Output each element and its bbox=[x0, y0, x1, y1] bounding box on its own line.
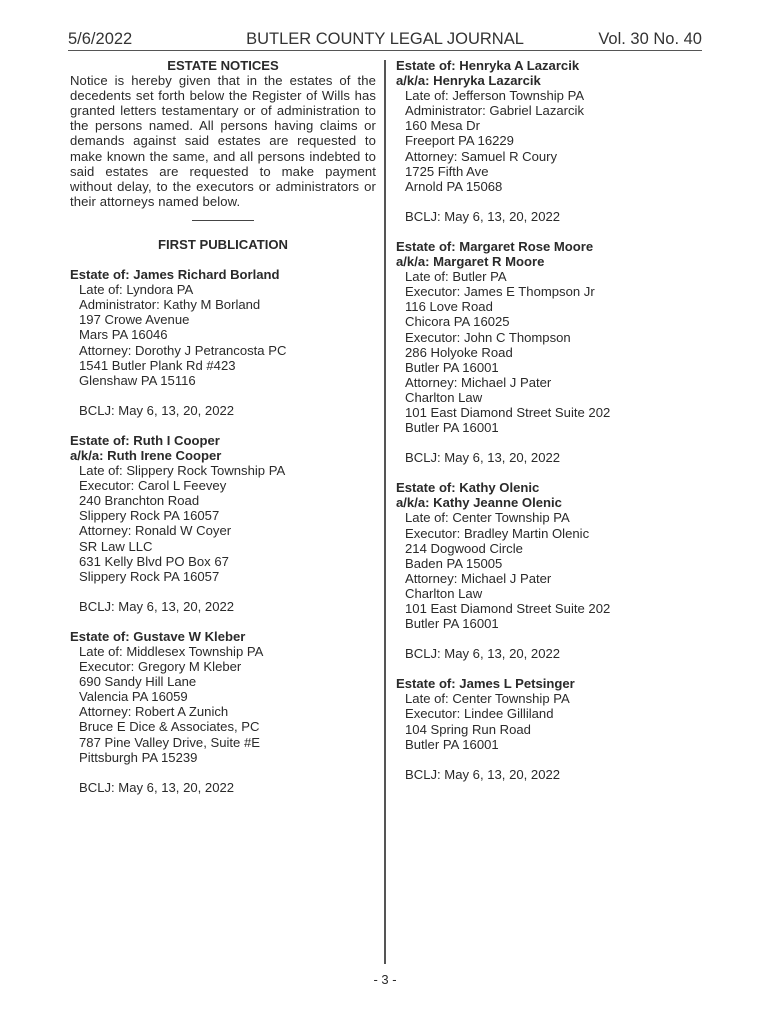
estate-details bbox=[70, 644, 376, 765]
estate-detail-line: Late of: Center Township PA bbox=[405, 691, 570, 707]
estate-detail-line: 116 Love Road bbox=[405, 299, 493, 315]
estate-notice bbox=[70, 629, 376, 795]
estate-detail-line: Attorney: Ronald W Coyer bbox=[79, 523, 232, 539]
estate-detail-line: Slippery Rock PA 16057 bbox=[79, 568, 220, 584]
estate-notice bbox=[396, 480, 696, 661]
estate-detail-line: Executor: John C Thompson bbox=[405, 329, 571, 345]
bclj-dates: BCLJ: May 6, 13, 20, 2022 bbox=[405, 450, 561, 466]
estate-detail-line: Arnold PA 15068 bbox=[405, 178, 503, 194]
estate-detail-line: Executor: Carol L Feevey bbox=[79, 478, 227, 494]
estate-detail-line: Freeport PA 16229 bbox=[405, 133, 514, 149]
estate-detail-line: Executor: Lindee Gilliland bbox=[405, 706, 554, 722]
estate-detail-line: Baden PA 15005 bbox=[405, 555, 503, 571]
estate-aka: a/k/a: Kathy Jeanne Olenic bbox=[396, 495, 562, 511]
estate-detail-line: Bruce E Dice & Associates, PC bbox=[79, 719, 260, 735]
estate-name: Estate of: Gustave W Kleber bbox=[70, 628, 246, 644]
estate-aka: a/k/a: Margaret R Moore bbox=[396, 254, 545, 270]
estate-detail-line: Glenshaw PA 15116 bbox=[79, 372, 196, 388]
estate-detail-line: Attorney: Dorothy J Petrancosta PC bbox=[79, 342, 287, 358]
estate-detail-line: 214 Dogwood Circle bbox=[405, 540, 523, 556]
header-volume: Vol. 30 No. 40 bbox=[598, 30, 702, 48]
estate-name: Estate of: Henryka A Lazarcik bbox=[396, 58, 580, 73]
column-divider bbox=[384, 60, 386, 964]
estate-details bbox=[396, 88, 696, 194]
estate-notice bbox=[396, 676, 696, 782]
estate-detail-line: Attorney: Michael J Pater bbox=[405, 570, 552, 586]
estate-detail-line: Late of: Butler PA bbox=[405, 269, 507, 285]
left-column bbox=[70, 58, 376, 795]
estate-detail-line: Late of: Center Township PA bbox=[405, 510, 570, 526]
estate-detail-line: 240 Branchton Road bbox=[79, 493, 200, 509]
bclj-dates: BCLJ: May 6, 13, 20, 2022 bbox=[79, 779, 235, 795]
estate-details bbox=[396, 510, 696, 631]
estate-details bbox=[70, 463, 376, 584]
estate-aka: a/k/a: Ruth Irene Cooper bbox=[70, 447, 222, 463]
estate-detail-line: 787 Pine Valley Drive, Suite #E bbox=[79, 734, 260, 750]
bclj-dates: BCLJ: May 6, 13, 20, 2022 bbox=[405, 766, 561, 782]
bclj-dates: BCLJ: May 6, 13, 20, 2022 bbox=[79, 598, 235, 614]
estate-detail-line: Administrator: Gabriel Lazarcik bbox=[405, 103, 585, 119]
page-header bbox=[68, 30, 702, 52]
estate-notice bbox=[70, 433, 376, 614]
header-journal-title: BUTLER COUNTY LEGAL JOURNAL bbox=[246, 30, 524, 48]
first-publication-heading: FIRST PUBLICATION bbox=[158, 236, 288, 252]
estate-detail-line: 1725 Fifth Ave bbox=[405, 163, 489, 179]
estate-detail-line: Executor: Bradley Martin Olenic bbox=[405, 525, 590, 541]
estate-detail-line: Butler PA 16001 bbox=[405, 359, 499, 375]
estate-notice bbox=[396, 239, 696, 465]
estate-name: Estate of: James Richard Borland bbox=[70, 267, 280, 283]
estate-name: Estate of: James L Petsinger bbox=[396, 676, 575, 692]
right-estate-list bbox=[396, 58, 696, 782]
bclj-dates: BCLJ: May 6, 13, 20, 2022 bbox=[405, 646, 561, 662]
estate-detail-line: Late of: Lyndora PA bbox=[79, 282, 194, 298]
estate-name: Estate of: Ruth I Cooper bbox=[70, 432, 220, 448]
bclj-dates: BCLJ: May 6, 13, 20, 2022 bbox=[405, 208, 561, 224]
estate-name: Estate of: Margaret Rose Moore bbox=[396, 238, 594, 254]
estate-detail-line: Pittsburgh PA 15239 bbox=[79, 749, 198, 765]
header-rule bbox=[68, 50, 702, 51]
estate-detail-line: Administrator: Kathy M Borland bbox=[79, 297, 261, 313]
estate-details bbox=[396, 269, 696, 435]
estate-detail-line: Executor: Gregory M Kleber bbox=[79, 659, 242, 675]
estate-detail-line: Attorney: Samuel R Coury bbox=[405, 148, 558, 164]
estate-detail-line: Attorney: Robert A Zunich bbox=[79, 704, 229, 720]
estate-aka: a/k/a: Henryka Lazarcik bbox=[396, 73, 541, 89]
section-rule bbox=[192, 220, 254, 221]
right-column bbox=[396, 58, 696, 782]
estate-detail-line: 690 Sandy Hill Lane bbox=[79, 674, 197, 690]
estate-detail-line: Charlton Law bbox=[405, 585, 483, 601]
estate-detail-line: SR Law LLC bbox=[79, 538, 153, 554]
estate-notices-intro: Notice is hereby given that in the estates of the decedents set forth below the Register of Wills has granted letters testamentary or of administration to the persons named. All persons having claims or demands against said estates are requested to make known the same, and all persons indebted to said estates are requested to make payment without delay, to the executors or administrators or their attorneys named below. bbox=[70, 73, 376, 209]
estate-detail-line: 1541 Butler Plank Rd #423 bbox=[79, 357, 236, 373]
estate-detail-line: 631 Kelly Blvd PO Box 67 bbox=[79, 553, 229, 569]
estate-name: Estate of: Kathy Olenic bbox=[396, 480, 540, 496]
estate-detail-line: Attorney: Michael J Pater bbox=[405, 374, 552, 390]
estate-details bbox=[70, 282, 376, 388]
estate-detail-line: Butler PA 16001 bbox=[405, 420, 499, 436]
estate-detail-line: 286 Holyoke Road bbox=[405, 344, 513, 360]
estate-detail-line: 101 East Diamond Street Suite 202 bbox=[405, 404, 611, 420]
estate-notice bbox=[396, 58, 696, 224]
estate-detail-line: 104 Spring Run Road bbox=[405, 721, 531, 737]
page-number: - 3 - bbox=[373, 972, 397, 987]
estate-detail-line: Charlton Law bbox=[405, 389, 483, 405]
estate-detail-line: 160 Mesa Dr bbox=[405, 118, 480, 134]
estate-detail-line: Late of: Middlesex Township PA bbox=[79, 644, 264, 659]
bclj-dates: BCLJ: May 6, 13, 20, 2022 bbox=[79, 402, 235, 418]
estate-details bbox=[396, 691, 696, 751]
estate-detail-line: Mars PA 16046 bbox=[79, 327, 168, 343]
estate-detail-line: 101 East Diamond Street Suite 202 bbox=[405, 601, 611, 616]
left-estate-list bbox=[70, 267, 376, 795]
header-date: 5/6/2022 bbox=[68, 30, 133, 48]
estate-detail-line: Valencia PA 16059 bbox=[79, 689, 188, 705]
estate-detail-line: 197 Crowe Avenue bbox=[79, 312, 190, 328]
estate-notice bbox=[70, 267, 376, 418]
estate-detail-line: Butler PA 16001 bbox=[405, 736, 499, 752]
estate-detail-line: Late of: Jefferson Township PA bbox=[405, 88, 585, 104]
estate-detail-line: Slippery Rock PA 16057 bbox=[79, 508, 220, 524]
estate-detail-line: Chicora PA 16025 bbox=[405, 314, 510, 330]
estate-notices-title: ESTATE NOTICES bbox=[167, 58, 279, 73]
estate-detail-line: Late of: Slippery Rock Township PA bbox=[79, 463, 286, 479]
estate-detail-line: Butler PA 16001 bbox=[405, 616, 499, 632]
estate-detail-line: Executor: James E Thompson Jr bbox=[405, 284, 595, 300]
